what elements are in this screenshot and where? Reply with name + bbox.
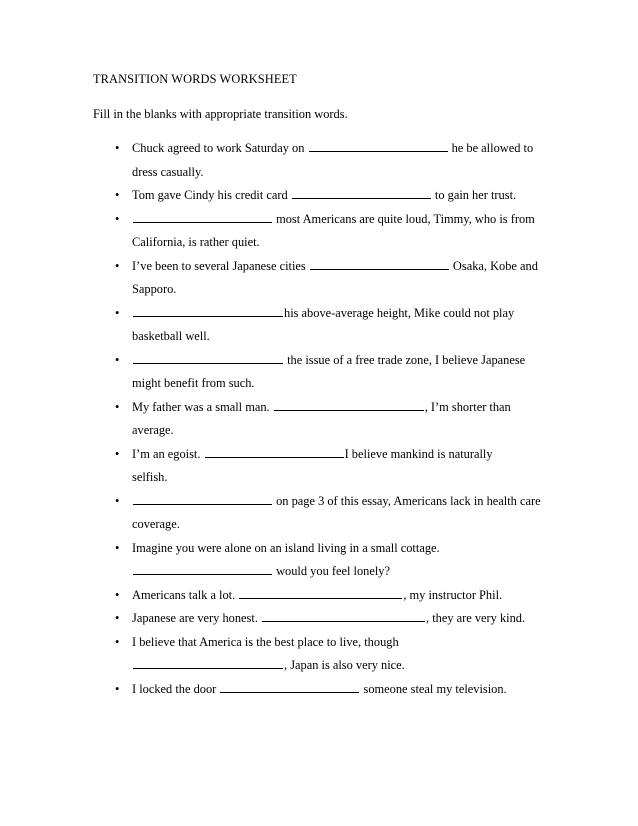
bullet-icon: •	[115, 258, 120, 273]
item-text: someone steal my television.	[360, 681, 507, 696]
fill-in-blank[interactable]	[274, 399, 424, 410]
worksheet-item	[93, 302, 545, 349]
item-line	[132, 137, 545, 161]
bullet-icon: •	[115, 681, 120, 696]
item-text: , Japan is also very nice.	[284, 658, 405, 672]
item-text: average.	[132, 423, 174, 437]
bullet-icon: •	[115, 141, 120, 155]
item-text: basketball well.	[132, 329, 210, 343]
bullet-icon: •	[115, 587, 120, 602]
bullet-icon: •	[115, 634, 120, 649]
worksheet-item	[93, 349, 545, 396]
bullet-icon: •	[115, 399, 120, 414]
item-line	[132, 466, 545, 490]
worksheet-item	[93, 255, 545, 302]
fill-in-blank[interactable]	[205, 446, 344, 457]
item-text: dress casually.	[132, 164, 204, 179]
document-body	[93, 68, 545, 701]
fill-in-blank[interactable]	[239, 587, 402, 598]
fill-in-blank[interactable]	[292, 188, 431, 199]
item-text: California, is rather quiet.	[132, 235, 260, 249]
fill-in-blank[interactable]	[133, 305, 283, 316]
instructions-text: Fill in the blanks with appropriate transition words.	[93, 106, 348, 121]
worksheet-item	[93, 208, 545, 255]
worksheet-item	[93, 678, 545, 702]
fill-in-blank[interactable]	[262, 611, 425, 622]
item-line	[132, 325, 545, 349]
bullet-icon: •	[115, 540, 120, 555]
item-line	[132, 513, 545, 537]
item-line	[132, 678, 545, 702]
fill-in-blank[interactable]	[133, 658, 283, 669]
item-line	[132, 372, 545, 396]
item-text: , they are very kind.	[426, 611, 526, 625]
worksheet-item	[93, 607, 545, 631]
item-text: coverage.	[132, 517, 180, 531]
item-text: to gain her trust.	[431, 188, 517, 202]
item-text: Americans talk a lot.	[132, 587, 239, 602]
bullet-icon: •	[115, 446, 120, 461]
item-line	[132, 584, 545, 608]
worksheet-item	[93, 584, 545, 608]
item-text: Osaka, Kobe and	[449, 258, 538, 273]
worksheet-item	[93, 396, 545, 443]
item-text: I believe that America is the best place to live, though	[132, 634, 399, 649]
item-text: I believe mankind is naturally	[344, 446, 493, 461]
item-text: I’ve been to several Japanese cities	[132, 258, 309, 273]
item-text: Imagine you were alone on an island living in a small cottage.	[132, 540, 440, 555]
item-line	[132, 231, 545, 255]
worksheet-item	[93, 537, 545, 584]
item-line	[132, 560, 545, 584]
item-line	[132, 443, 545, 467]
worksheet-item	[93, 137, 545, 184]
item-text: would you feel lonely?	[273, 564, 390, 578]
bullet-icon: •	[115, 211, 120, 226]
fill-in-blank[interactable]	[133, 211, 272, 222]
bullet-icon: •	[115, 611, 120, 625]
worksheet-item	[93, 631, 545, 678]
item-line	[132, 631, 545, 655]
fill-in-blank[interactable]	[220, 681, 359, 692]
worksheet-question-list	[93, 137, 545, 701]
fill-in-blank[interactable]	[309, 141, 448, 152]
item-line	[132, 607, 545, 631]
fill-in-blank[interactable]	[133, 493, 272, 504]
item-text: most Americans are quite loud, Timmy, who is from	[273, 211, 535, 226]
bullet-icon: •	[115, 305, 120, 320]
item-text: Japanese are very honest.	[132, 611, 262, 625]
item-text: might benefit from such.	[132, 376, 255, 390]
item-text: selfish.	[132, 470, 168, 484]
item-text: the issue of a free trade zone, I believe Japanese	[284, 352, 526, 367]
item-line	[132, 184, 545, 208]
page-title: TRANSITION WORDS WORKSHEET	[93, 72, 297, 86]
bullet-icon: •	[115, 493, 120, 508]
item-text: , my instructor Phil.	[403, 587, 503, 602]
item-line	[132, 208, 545, 232]
item-text: I locked the door	[132, 681, 220, 696]
fill-in-blank[interactable]	[310, 258, 449, 269]
worksheet-item	[93, 443, 545, 490]
item-text: on page 3 of this essay, Americans lack in health care	[273, 493, 541, 508]
fill-in-blank[interactable]	[133, 564, 272, 575]
item-line	[132, 490, 545, 514]
item-line	[132, 396, 545, 420]
bullet-icon: •	[115, 352, 120, 367]
worksheet-item	[93, 490, 545, 537]
item-line	[132, 349, 545, 373]
item-text: , I’m shorter than	[424, 399, 511, 414]
item-line	[132, 419, 545, 443]
item-text: he be allowed to	[448, 141, 534, 155]
item-text: Chuck agreed to work Saturday on	[132, 141, 308, 155]
item-line	[132, 161, 545, 185]
item-line	[132, 255, 545, 279]
item-line	[132, 537, 545, 561]
item-line	[132, 278, 545, 302]
item-text: Tom gave Cindy his credit card	[132, 188, 291, 202]
item-line	[132, 302, 545, 326]
item-text: I’m an egoist.	[132, 446, 204, 461]
item-line	[132, 654, 545, 678]
item-text: his above-average height, Mike could not play	[284, 305, 515, 320]
item-text: My father was a small man.	[132, 399, 273, 414]
item-text: Sapporo.	[132, 282, 177, 296]
worksheet-item	[93, 184, 545, 208]
bullet-icon: •	[115, 188, 120, 202]
fill-in-blank[interactable]	[133, 352, 283, 363]
